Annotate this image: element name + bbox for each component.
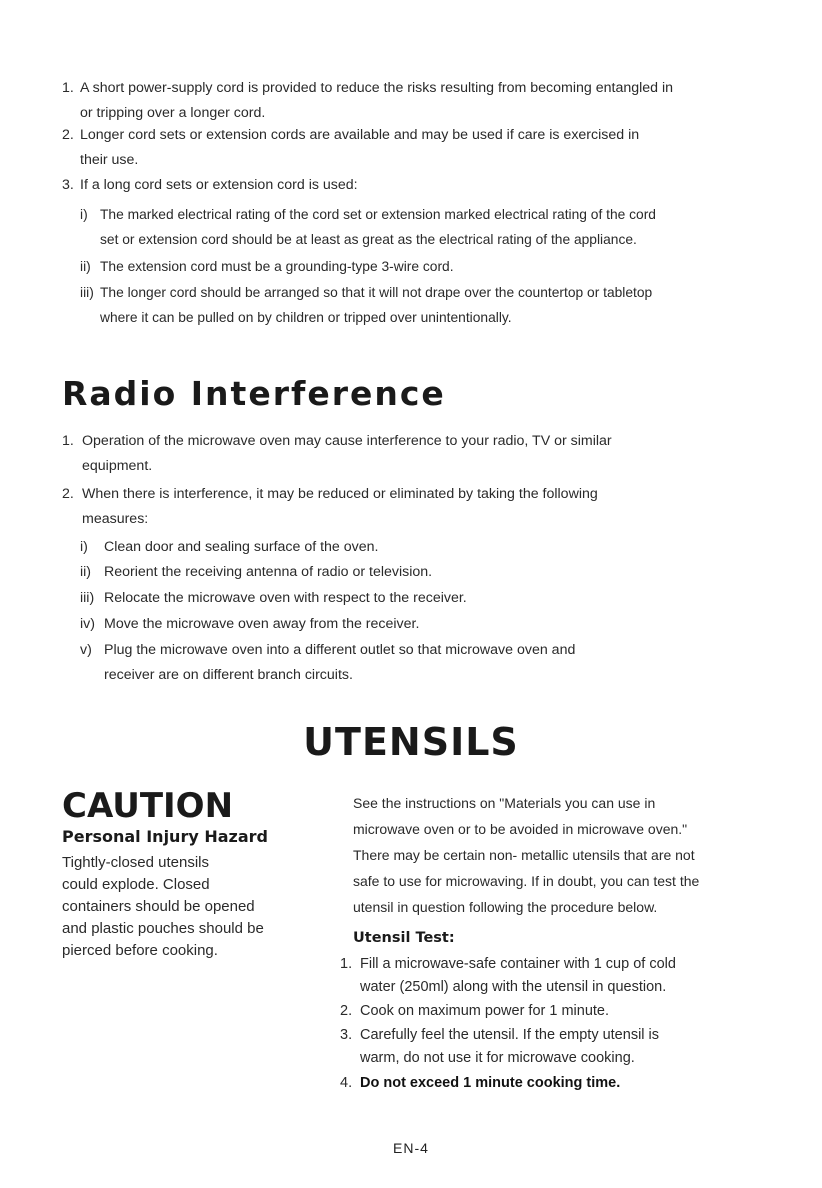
list-number: ii)	[80, 564, 92, 580]
list-text: Operation of the microwave oven may cause interference to your radio, TV or similar	[82, 433, 612, 449]
list-text: Move the microwave oven away from the receiver.	[104, 616, 420, 632]
list-text: When there is interference, it may be reduced or eliminated by taking the following	[82, 486, 598, 502]
cord-subitem-ii	[80, 254, 750, 279]
list-text: warm, do not use it for microwave cooking.	[360, 1050, 635, 1066]
radio-subitem-i	[80, 535, 750, 560]
list-number: 1.	[340, 956, 353, 972]
list-text: Cook on maximum power for 1 minute.	[360, 1003, 610, 1019]
radio-subitem-ii	[80, 560, 750, 585]
list-number: 3.	[340, 1027, 353, 1043]
caution-line: and plastic pouches should be	[62, 920, 264, 937]
list-number: iii)	[80, 285, 94, 300]
caution-title: CAUTION	[62, 786, 234, 826]
radio-item-1	[62, 429, 752, 479]
radio-item-2	[62, 482, 752, 532]
list-text: Do not exceed 1 minute cooking time.	[360, 1075, 621, 1091]
list-number: 1.	[62, 433, 74, 449]
list-number: 1.	[62, 80, 74, 96]
list-number: i)	[80, 539, 88, 555]
test-step-3	[340, 1024, 740, 1070]
list-text: If a long cord sets or extension cord is used:	[80, 177, 358, 193]
caution-line: pierced before cooking.	[62, 942, 218, 959]
list-text: Clean door and sealing surface of the oven.	[104, 539, 379, 555]
caution-line: Tightly-closed utensils	[62, 854, 210, 871]
list-number: 2.	[62, 127, 74, 143]
list-text: The marked electrical rating of the cord set or extension marked electrical rating of the cord	[100, 207, 656, 222]
list-number: i)	[80, 207, 88, 222]
test-step-1	[340, 953, 740, 999]
list-text: Longer cord sets or extension cords are available and may be used if care is exercised in	[80, 127, 640, 143]
intro-line: There may be certain non- metallic utensils that are not	[353, 847, 695, 863]
list-text: equipment.	[82, 458, 153, 474]
list-text: their use.	[80, 152, 139, 168]
list-text: The extension cord must be a grounding-type 3-wire cord.	[100, 259, 454, 274]
list-text: The longer cord should be arranged so that it will not drape over the countertop or tabletop	[100, 285, 653, 300]
section-heading-radio: Radio Interference	[62, 374, 446, 413]
cord-item-1	[62, 76, 752, 126]
section-heading-utensils: UTENSILS	[303, 720, 519, 764]
utensils-intro	[353, 790, 743, 920]
list-text: set or extension cord should be at least as great as the electrical rating of the appliance.	[100, 232, 637, 247]
list-text: Reorient the receiving antenna of radio or television.	[104, 564, 433, 580]
caution-line: containers should be opened	[62, 898, 255, 915]
test-step-2	[340, 1000, 740, 1023]
list-number: iv)	[80, 616, 95, 632]
list-text: Fill a microwave-safe container with 1 cup of cold	[360, 956, 676, 972]
page-number: EN-4	[393, 1140, 429, 1156]
list-text: where it can be pulled on by children or tripped over unintentionally.	[100, 310, 512, 325]
list-text: or tripping over a longer cord.	[80, 105, 266, 121]
caution-subtitle: Personal Injury Hazard	[62, 827, 268, 846]
list-number: 4.	[340, 1075, 353, 1091]
list-number: iii)	[80, 590, 95, 606]
cord-item-3	[62, 173, 752, 198]
cord-subitem-i	[80, 202, 750, 252]
intro-line: utensil in question following the procedure below.	[353, 899, 658, 915]
intro-line: safe to use for microwaving. If in doubt, you can test the	[353, 873, 700, 889]
list-number: 2.	[62, 486, 74, 502]
list-text: Plug the microwave oven into a different outlet so that microwave oven and	[104, 642, 576, 658]
radio-subitem-iv	[80, 612, 750, 637]
list-text: Carefully feel the utensil. If the empty utensil is	[360, 1027, 660, 1043]
radio-subitem-iii	[80, 586, 750, 611]
list-number: v)	[80, 642, 92, 658]
utensil-test-heading: Utensil Test:	[353, 930, 455, 946]
radio-subitem-v	[80, 638, 750, 688]
list-text: receiver are on different branch circuits.	[104, 667, 353, 683]
caution-text	[62, 852, 302, 962]
cord-item-2	[62, 123, 752, 173]
list-number: 3.	[62, 177, 74, 193]
list-text: Relocate the microwave oven with respect to the receiver.	[104, 590, 467, 606]
list-text: measures:	[82, 511, 149, 527]
test-step-4	[340, 1072, 740, 1095]
caution-line: could explode. Closed	[62, 876, 210, 893]
intro-line: microwave oven or to be avoided in microwave oven."	[353, 821, 688, 837]
list-text: water (250ml) along with the utensil in question.	[360, 979, 667, 995]
list-number: ii)	[80, 259, 91, 274]
cord-subitem-iii	[80, 280, 750, 330]
list-text: A short power-supply cord is provided to reduce the risks resulting from becoming entangled in	[80, 80, 674, 96]
intro-line: See the instructions on "Materials you can use in	[353, 795, 656, 811]
list-number: 2.	[340, 1003, 353, 1019]
